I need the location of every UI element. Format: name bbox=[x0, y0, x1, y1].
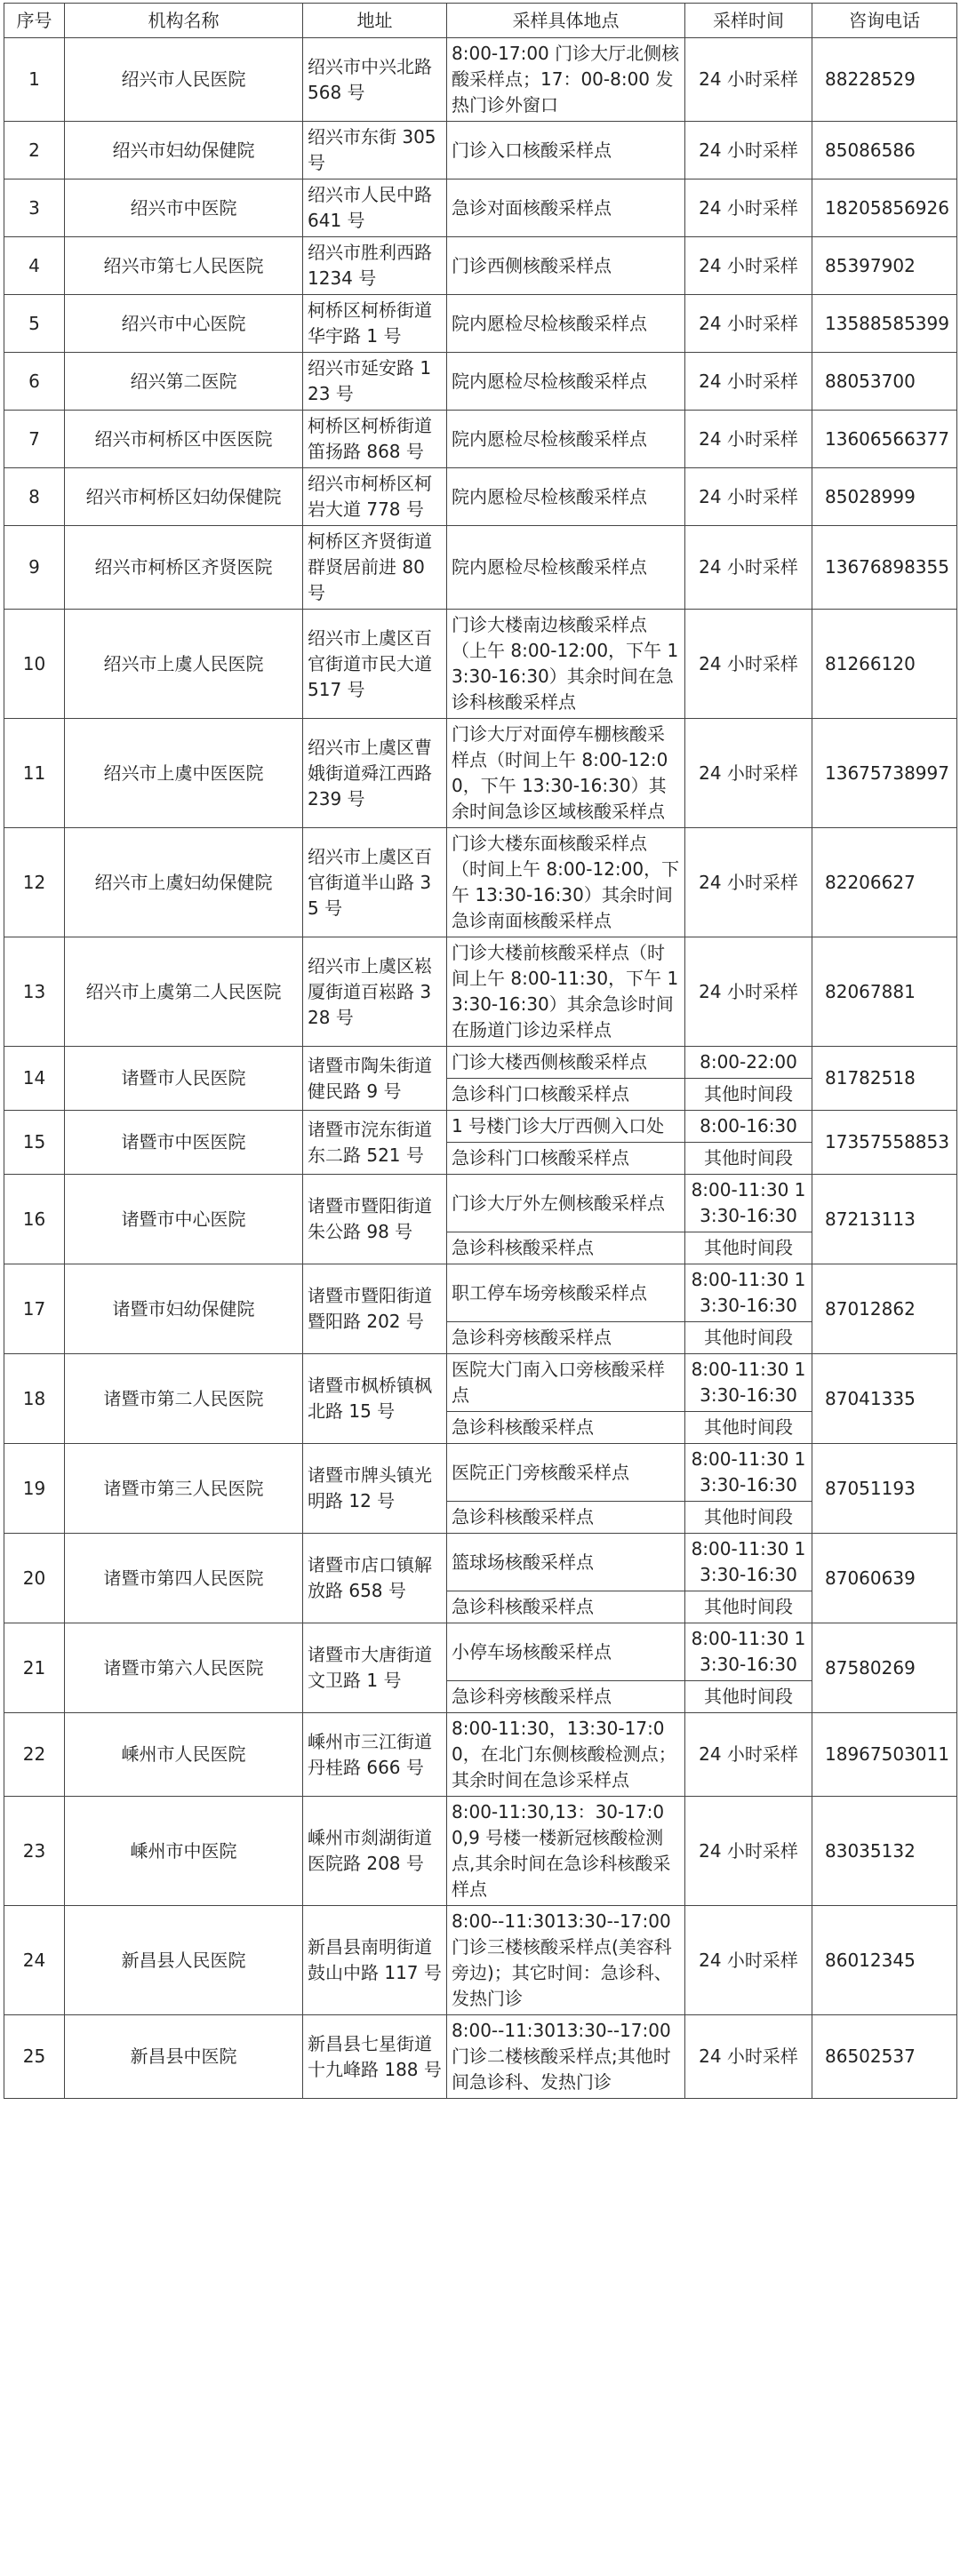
cell-no: 24 bbox=[4, 1906, 65, 2015]
cell-address: 诸暨市店口镇解放路 658 号 bbox=[303, 1534, 447, 1623]
cell-no: 19 bbox=[4, 1444, 65, 1534]
cell-no: 4 bbox=[4, 237, 65, 295]
cell-phone: 87213113 bbox=[812, 1175, 957, 1264]
cell-no: 25 bbox=[4, 2015, 65, 2099]
cell-address: 诸暨市暨阳街道暨阳路 202 号 bbox=[303, 1264, 447, 1354]
cell-time: 24 小时采样 bbox=[685, 2015, 812, 2099]
cell-place: 门诊入口核酸采样点 bbox=[447, 122, 685, 179]
table-row bbox=[4, 1534, 957, 1591]
cell-place: 1 号楼门诊大厅西侧入口处 bbox=[447, 1111, 685, 1143]
header-address: 地址 bbox=[303, 4, 447, 38]
table-row bbox=[4, 1175, 957, 1232]
table-row bbox=[4, 1906, 957, 2015]
cell-place: 门诊大楼东面核酸采样点（时间上午 8:00-12:00，下午 13:30-16:30）其余时间急诊南面核酸采样点 bbox=[447, 828, 685, 937]
table-row bbox=[4, 1354, 957, 1412]
cell-time: 24 小时采样 bbox=[685, 468, 812, 526]
cell-time: 8:00-16:30 bbox=[685, 1111, 812, 1143]
cell-phone: 86502537 bbox=[812, 2015, 957, 2099]
cell-time: 8:00-22:00 bbox=[685, 1047, 812, 1079]
cell-name: 绍兴市柯桥区中医医院 bbox=[65, 411, 303, 468]
cell-phone: 17357558853 bbox=[812, 1111, 957, 1175]
cell-phone: 13588585399 bbox=[812, 295, 957, 353]
table-row bbox=[4, 1444, 957, 1502]
cell-phone: 13676898355 bbox=[812, 526, 957, 610]
cell-place: 医院大门南入口旁核酸采样点 bbox=[447, 1354, 685, 1412]
cell-place-alt: 急诊科核酸采样点 bbox=[447, 1502, 685, 1534]
cell-time: 24 小时采样 bbox=[685, 411, 812, 468]
cell-time: 24 小时采样 bbox=[685, 179, 812, 237]
header-name: 机构名称 bbox=[65, 4, 303, 38]
cell-phone: 87012862 bbox=[812, 1264, 957, 1354]
cell-place: 急诊对面核酸采样点 bbox=[447, 179, 685, 237]
header-phone: 咨询电话 bbox=[812, 4, 957, 38]
cell-name: 绍兴市妇幼保健院 bbox=[65, 122, 303, 179]
table-row bbox=[4, 1623, 957, 1681]
cell-address: 诸暨市陶朱街道健民路 9 号 bbox=[303, 1047, 447, 1111]
cell-address: 诸暨市大唐街道文卫路 1 号 bbox=[303, 1623, 447, 1713]
cell-phone: 13606566377 bbox=[812, 411, 957, 468]
cell-address: 绍兴市上虞区百官街道市民大道 517 号 bbox=[303, 610, 447, 719]
cell-place: 门诊大厅外左侧核酸采样点 bbox=[447, 1175, 685, 1232]
cell-time: 8:00-11:30 13:30-16:30 bbox=[685, 1264, 812, 1322]
cell-time-alt: 其他时间段 bbox=[685, 1322, 812, 1354]
cell-address: 新昌县南明街道鼓山中路 117 号 bbox=[303, 1906, 447, 2015]
cell-no: 2 bbox=[4, 122, 65, 179]
cell-name: 绍兴市中心医院 bbox=[65, 295, 303, 353]
cell-phone: 85028999 bbox=[812, 468, 957, 526]
cell-address: 柯桥区齐贤街道群贤居前进 80 号 bbox=[303, 526, 447, 610]
cell-no: 16 bbox=[4, 1175, 65, 1264]
cell-no: 1 bbox=[4, 38, 65, 122]
table-row bbox=[4, 828, 957, 937]
cell-time: 24 小时采样 bbox=[685, 295, 812, 353]
cell-place: 门诊大楼前核酸采样点（时间上午 8:00-11:30，下午 13:30-16:30）其余急诊时间在肠道门诊边采样点 bbox=[447, 937, 685, 1047]
cell-address: 绍兴市延安路 123 号 bbox=[303, 353, 447, 411]
table-row bbox=[4, 1264, 957, 1322]
cell-no: 20 bbox=[4, 1534, 65, 1623]
cell-no: 18 bbox=[4, 1354, 65, 1444]
cell-place-alt: 急诊科旁核酸采样点 bbox=[447, 1681, 685, 1713]
cell-place: 院内愿检尽检核酸采样点 bbox=[447, 526, 685, 610]
cell-place-alt: 急诊科核酸采样点 bbox=[447, 1591, 685, 1623]
table-row bbox=[4, 237, 957, 295]
cell-name: 诸暨市第二人民医院 bbox=[65, 1354, 303, 1444]
cell-time: 8:00-11:30 13:30-16:30 bbox=[685, 1354, 812, 1412]
cell-phone: 87060639 bbox=[812, 1534, 957, 1623]
table-row bbox=[4, 295, 957, 353]
cell-place: 院内愿检尽检核酸采样点 bbox=[447, 353, 685, 411]
table-row bbox=[4, 353, 957, 411]
table-row bbox=[4, 610, 957, 719]
cell-time: 24 小时采样 bbox=[685, 526, 812, 610]
cell-no: 6 bbox=[4, 353, 65, 411]
cell-name: 绍兴市中医院 bbox=[65, 179, 303, 237]
cell-place: 门诊大楼南边核酸采样点（上午 8:00-12:00，下午 13:30-16:30）其余时间在急诊科核酸采样点 bbox=[447, 610, 685, 719]
cell-name: 绍兴市上虞中医医院 bbox=[65, 719, 303, 828]
cell-address: 绍兴市上虞区曹娥街道舜江西路 239 号 bbox=[303, 719, 447, 828]
cell-phone: 81266120 bbox=[812, 610, 957, 719]
cell-time-alt: 其他时间段 bbox=[685, 1079, 812, 1111]
cell-no: 3 bbox=[4, 179, 65, 237]
cell-address: 诸暨市浣东街道东二路 521 号 bbox=[303, 1111, 447, 1175]
table-row bbox=[4, 719, 957, 828]
cell-address: 绍兴市上虞区百官街道半山路 35 号 bbox=[303, 828, 447, 937]
cell-no: 21 bbox=[4, 1623, 65, 1713]
cell-name: 诸暨市第四人民医院 bbox=[65, 1534, 303, 1623]
cell-time: 24 小时采样 bbox=[685, 1713, 812, 1797]
cell-time: 24 小时采样 bbox=[685, 237, 812, 295]
cell-name: 嵊州市人民医院 bbox=[65, 1713, 303, 1797]
table-row bbox=[4, 1713, 957, 1797]
cell-time: 24 小时采样 bbox=[685, 719, 812, 828]
cell-phone: 81782518 bbox=[812, 1047, 957, 1111]
cell-address: 柯桥区柯桥街道华宇路 1 号 bbox=[303, 295, 447, 353]
cell-no: 11 bbox=[4, 719, 65, 828]
cell-no: 14 bbox=[4, 1047, 65, 1111]
cell-place: 职工停车场旁核酸采样点 bbox=[447, 1264, 685, 1322]
table-body bbox=[4, 38, 957, 2099]
table-row bbox=[4, 526, 957, 610]
cell-name: 绍兴市上虞第二人民医院 bbox=[65, 937, 303, 1047]
cell-name: 绍兴市上虞妇幼保健院 bbox=[65, 828, 303, 937]
table-row bbox=[4, 1047, 957, 1079]
cell-no: 17 bbox=[4, 1264, 65, 1354]
cell-time-alt: 其他时间段 bbox=[685, 1681, 812, 1713]
cell-name: 绍兴市第七人民医院 bbox=[65, 237, 303, 295]
cell-address: 绍兴市胜利西路 1234 号 bbox=[303, 237, 447, 295]
cell-time: 24 小时采样 bbox=[685, 38, 812, 122]
cell-name: 新昌县人民医院 bbox=[65, 1906, 303, 2015]
cell-place: 医院正门旁核酸采样点 bbox=[447, 1444, 685, 1502]
table-row bbox=[4, 38, 957, 122]
cell-address: 新昌县七星街道十九峰路 188 号 bbox=[303, 2015, 447, 2099]
cell-place: 小停车场核酸采样点 bbox=[447, 1623, 685, 1681]
cell-address: 诸暨市暨阳街道朱公路 98 号 bbox=[303, 1175, 447, 1264]
cell-no: 5 bbox=[4, 295, 65, 353]
cell-time: 8:00-11:30 13:30-16:30 bbox=[685, 1444, 812, 1502]
cell-place: 8:00-11:30，13:30-17:00，在北门东侧核酸检测点；其余时间在急诊采样点 bbox=[447, 1713, 685, 1797]
cell-name: 诸暨市中医医院 bbox=[65, 1111, 303, 1175]
cell-place: 8:00-17:00 门诊大厅北侧核酸采样点；17：00-8:00 发热门诊外窗口 bbox=[447, 38, 685, 122]
cell-place-alt: 急诊科旁核酸采样点 bbox=[447, 1322, 685, 1354]
cell-place: 院内愿检尽检核酸采样点 bbox=[447, 468, 685, 526]
cell-name: 绍兴市人民医院 bbox=[65, 38, 303, 122]
cell-phone: 86012345 bbox=[812, 1906, 957, 2015]
cell-time: 8:00-11:30 13:30-16:30 bbox=[685, 1623, 812, 1681]
cell-name: 绍兴市柯桥区齐贤医院 bbox=[65, 526, 303, 610]
cell-no: 7 bbox=[4, 411, 65, 468]
cell-phone: 87580269 bbox=[812, 1623, 957, 1713]
cell-phone: 18967503011 bbox=[812, 1713, 957, 1797]
cell-time: 24 小时采样 bbox=[685, 937, 812, 1047]
cell-place-alt: 急诊科门口核酸采样点 bbox=[447, 1143, 685, 1175]
cell-time-alt: 其他时间段 bbox=[685, 1143, 812, 1175]
cell-address: 绍兴市东街 305 号 bbox=[303, 122, 447, 179]
cell-place: 8:00--11:3013:30--17:00 门诊三楼核酸采样点(美容科旁边)；其它时间：急诊科、发热门诊 bbox=[447, 1906, 685, 2015]
header-no: 序号 bbox=[4, 4, 65, 38]
table-row bbox=[4, 937, 957, 1047]
cell-name: 新昌县中医院 bbox=[65, 2015, 303, 2099]
cell-phone: 13675738997 bbox=[812, 719, 957, 828]
cell-name: 诸暨市中心医院 bbox=[65, 1175, 303, 1264]
cell-name: 诸暨市第六人民医院 bbox=[65, 1623, 303, 1713]
cell-address: 绍兴市柯桥区柯岩大道 778 号 bbox=[303, 468, 447, 526]
cell-place: 门诊大楼西侧核酸采样点 bbox=[447, 1047, 685, 1079]
cell-time-alt: 其他时间段 bbox=[685, 1412, 812, 1444]
cell-time: 24 小时采样 bbox=[685, 610, 812, 719]
cell-address: 嵊州市三江街道丹桂路 666 号 bbox=[303, 1713, 447, 1797]
cell-name: 诸暨市人民医院 bbox=[65, 1047, 303, 1111]
cell-place: 8:00-11:30,13：30-17:00,9 号楼一楼新冠核酸检测点,其余时间在急诊科核酸采样点 bbox=[447, 1797, 685, 1906]
cell-no: 9 bbox=[4, 526, 65, 610]
cell-address: 诸暨市牌头镇光明路 12 号 bbox=[303, 1444, 447, 1534]
cell-address: 诸暨市枫桥镇枫北路 15 号 bbox=[303, 1354, 447, 1444]
cell-phone: 87051193 bbox=[812, 1444, 957, 1534]
cell-phone: 88053700 bbox=[812, 353, 957, 411]
cell-phone: 88228529 bbox=[812, 38, 957, 122]
cell-no: 12 bbox=[4, 828, 65, 937]
table-row bbox=[4, 179, 957, 237]
sampling-sites-table bbox=[4, 3, 957, 2099]
cell-no: 22 bbox=[4, 1713, 65, 1797]
cell-name: 诸暨市妇幼保健院 bbox=[65, 1264, 303, 1354]
header-place: 采样具体地点 bbox=[447, 4, 685, 38]
cell-time: 8:00-11:30 13:30-16:30 bbox=[685, 1175, 812, 1232]
cell-place-alt: 急诊科核酸采样点 bbox=[447, 1232, 685, 1264]
cell-time-alt: 其他时间段 bbox=[685, 1232, 812, 1264]
cell-phone: 87041335 bbox=[812, 1354, 957, 1444]
cell-name: 绍兴市柯桥区妇幼保健院 bbox=[65, 468, 303, 526]
cell-place: 院内愿检尽检核酸采样点 bbox=[447, 411, 685, 468]
table-row bbox=[4, 411, 957, 468]
cell-address: 柯桥区柯桥街道笛扬路 868 号 bbox=[303, 411, 447, 468]
cell-place-alt: 急诊科门口核酸采样点 bbox=[447, 1079, 685, 1111]
cell-address: 绍兴市人民中路 641 号 bbox=[303, 179, 447, 237]
header-time: 采样时间 bbox=[685, 4, 812, 38]
cell-place: 篮球场核酸采样点 bbox=[447, 1534, 685, 1591]
cell-name: 嵊州市中医院 bbox=[65, 1797, 303, 1906]
cell-phone: 82206627 bbox=[812, 828, 957, 937]
cell-time: 24 小时采样 bbox=[685, 1906, 812, 2015]
table-row bbox=[4, 122, 957, 179]
cell-place: 8:00--11:3013:30--17:00 门诊二楼核酸采样点;其他时间急诊科、发热门诊 bbox=[447, 2015, 685, 2099]
cell-time: 24 小时采样 bbox=[685, 353, 812, 411]
cell-phone: 18205856926 bbox=[812, 179, 957, 237]
table-row bbox=[4, 1111, 957, 1143]
cell-phone: 82067881 bbox=[812, 937, 957, 1047]
table-row bbox=[4, 2015, 957, 2099]
cell-address: 绍兴市上虞区崧厦街道百崧路 328 号 bbox=[303, 937, 447, 1047]
table-header-row bbox=[4, 4, 957, 38]
cell-time-alt: 其他时间段 bbox=[685, 1591, 812, 1623]
cell-time: 8:00-11:30 13:30-16:30 bbox=[685, 1534, 812, 1591]
cell-phone: 85397902 bbox=[812, 237, 957, 295]
table-row bbox=[4, 468, 957, 526]
cell-name: 绍兴市上虞人民医院 bbox=[65, 610, 303, 719]
cell-no: 15 bbox=[4, 1111, 65, 1175]
cell-time: 24 小时采样 bbox=[685, 122, 812, 179]
cell-phone: 83035132 bbox=[812, 1797, 957, 1906]
cell-name: 诸暨市第三人民医院 bbox=[65, 1444, 303, 1534]
cell-place-alt: 急诊科核酸采样点 bbox=[447, 1412, 685, 1444]
cell-place: 院内愿检尽检核酸采样点 bbox=[447, 295, 685, 353]
cell-time: 24 小时采样 bbox=[685, 828, 812, 937]
cell-address: 绍兴市中兴北路 568 号 bbox=[303, 38, 447, 122]
cell-no: 8 bbox=[4, 468, 65, 526]
cell-time-alt: 其他时间段 bbox=[685, 1502, 812, 1534]
cell-place: 门诊大厅对面停车棚核酸采样点（时间上午 8:00-12:00，下午 13:30-16:30）其余时间急诊区域核酸采样点 bbox=[447, 719, 685, 828]
cell-no: 23 bbox=[4, 1797, 65, 1906]
cell-no: 10 bbox=[4, 610, 65, 719]
cell-time: 24 小时采样 bbox=[685, 1797, 812, 1906]
cell-name: 绍兴第二医院 bbox=[65, 353, 303, 411]
cell-place: 门诊西侧核酸采样点 bbox=[447, 237, 685, 295]
cell-address: 嵊州市剡湖街道医院路 208 号 bbox=[303, 1797, 447, 1906]
cell-phone: 85086586 bbox=[812, 122, 957, 179]
table-row bbox=[4, 1797, 957, 1906]
cell-no: 13 bbox=[4, 937, 65, 1047]
